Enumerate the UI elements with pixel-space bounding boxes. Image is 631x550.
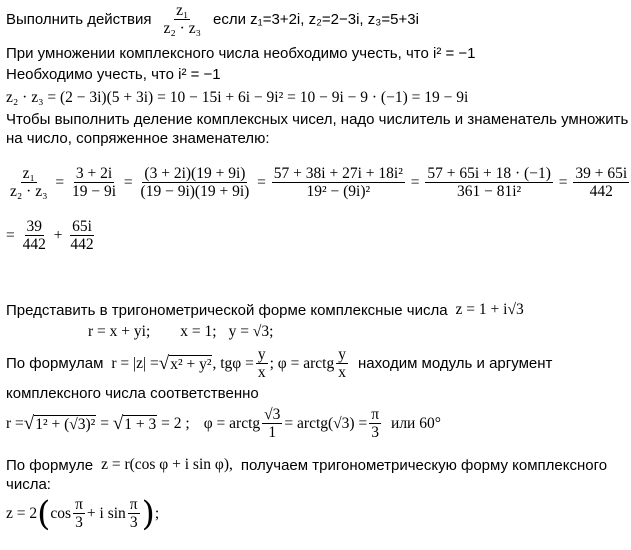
answer-frac-2-num: π bbox=[129, 496, 138, 513]
phi-frac-den: x bbox=[338, 364, 346, 381]
trig-text: Представить в тригонометрической форме комплексные числа bbox=[6, 301, 448, 319]
calc-radicand-1: 1² + (√3)² bbox=[35, 415, 96, 433]
calc-end: = 2 ; bbox=[161, 414, 190, 432]
division-text-2: на число, сопряженное знаменателю: bbox=[6, 130, 270, 147]
trig-line-3: комплексного числа соответственно bbox=[6, 385, 259, 402]
y-definition: y = √3; bbox=[228, 323, 274, 340]
result-frac-2 bbox=[68, 218, 95, 253]
modulus-sqrt: √ x² + y² bbox=[158, 352, 212, 374]
div-frac-5-num: 57 + 65i + 18 · (−1) bbox=[427, 165, 551, 182]
tg-prefix: , tgφ = bbox=[212, 354, 254, 372]
task-frac-den: z₂ · z₃ bbox=[163, 20, 201, 37]
answer-end: ; bbox=[154, 504, 160, 522]
div-frac-4 bbox=[272, 165, 405, 200]
trig-definitions bbox=[88, 323, 273, 341]
div-frac-1 bbox=[8, 165, 49, 200]
answer-prefix: z = 2 bbox=[6, 504, 38, 522]
formula-line-2: числа: bbox=[6, 476, 51, 493]
answer-frac-2 bbox=[128, 496, 140, 531]
calc-sqrt-1: √ 1² + (√3)² bbox=[23, 412, 96, 434]
task-frac-num: z₁ bbox=[176, 2, 189, 19]
note-line-1: При умножении комплексного числа необходимо учесть, что i² = −1 bbox=[6, 45, 476, 62]
modulus-formula: r = |z| = bbox=[111, 354, 159, 372]
result-frac-2-num: 65i bbox=[72, 218, 92, 235]
phi-fraction bbox=[336, 346, 348, 381]
div-frac-4-den: 19² − (9i)² bbox=[306, 183, 371, 200]
calc-radicand-2: 1 + 3 bbox=[124, 415, 157, 433]
div-frac-2 bbox=[70, 165, 118, 200]
calc-pi-num: π bbox=[371, 406, 380, 423]
calc-phi-den: 1 bbox=[268, 424, 277, 441]
div-frac-1-num: z₁ bbox=[22, 165, 35, 182]
calc-phi: φ = arctg bbox=[203, 414, 261, 432]
formulas-suffix: находим модуль и аргумент bbox=[357, 355, 553, 372]
formulas-line bbox=[6, 346, 552, 381]
formula-line-b: получаем тригонометрическую форму комплексного bbox=[240, 456, 608, 474]
result-frac-1-den: 442 bbox=[22, 236, 46, 253]
calc-r: r = bbox=[6, 414, 24, 432]
phi-prefix: ; φ = arctg bbox=[269, 354, 335, 372]
div-frac-3-num: (3 + 2i)(19 + 9i) bbox=[144, 165, 246, 182]
answer-frac-1 bbox=[73, 496, 85, 531]
division-chain: $\frac{\text{z₁}}{\text{z₂ · z₃}}$ = $\frac{3 + 2i}{19 - 9i}$ = $\frac{(3 + 2i)(19 + 9i)}{(19 - 9i)(19 + 9i)}$ = $\frac{\text{57 + 38i + 27i + 18i²}}{\text{19² − (9i)²}}$ = $\frac{57 + 65i + 18 \cdot (-1)}{\text{361 − 81i²}}$ = $\frac{39 + 65i}{442}$ bbox=[10, 165, 628, 200]
answer-frac-1-num: π bbox=[75, 496, 83, 513]
calc-or: или 60° bbox=[391, 414, 441, 432]
div-frac-5-den: 361 − 81i² bbox=[457, 183, 522, 200]
div-frac-2-den: 19 − 9i bbox=[71, 183, 117, 200]
result-frac-2-den: 442 bbox=[70, 236, 94, 253]
answer-line: z = 2 ( cos $\frac{\pi}{3}$ + i sin $\frac{\pi}{3}$ ) ; bbox=[6, 493, 160, 534]
phi-frac-num: y bbox=[338, 346, 346, 363]
div-frac-2-num: 3 + 2i bbox=[75, 165, 113, 182]
formula-expression: z = r(cos φ + i sin φ), bbox=[101, 456, 233, 473]
answer-frac-2-den: 3 bbox=[129, 514, 138, 531]
div-frac-6-den: 442 bbox=[589, 183, 613, 200]
formula-line bbox=[6, 456, 607, 474]
div-frac-6-num: 39 + 65i bbox=[575, 165, 628, 182]
x-definition: x = 1; bbox=[180, 323, 217, 340]
r-definition: r = x + yi; bbox=[88, 323, 151, 340]
calc-line bbox=[6, 406, 441, 441]
tg-frac-den: x bbox=[257, 364, 266, 381]
calc-phi-num: √3 bbox=[264, 406, 281, 423]
div-frac-6 bbox=[573, 165, 629, 200]
answer-cos: cos bbox=[50, 504, 72, 522]
modulus-radicand: x² + y² bbox=[170, 355, 212, 373]
division-text-1: Чтобы выполнить деление комплексных чисел, надо числитель и знаменатель умножить bbox=[6, 111, 629, 128]
tg-frac-num: y bbox=[257, 346, 266, 363]
answer-isin: + i sin bbox=[86, 504, 126, 522]
calc-phi-fraction bbox=[262, 406, 282, 441]
calc-pi-den: 3 bbox=[371, 424, 379, 441]
answer-frac-1-den: 3 bbox=[75, 514, 83, 531]
note-line-2: Необходимо учесть, что i² = −1 bbox=[6, 66, 221, 83]
task-line bbox=[6, 2, 419, 37]
task-condition: если z₁=3+2i, z₂=2−3i, z₃=5+3i bbox=[213, 11, 419, 28]
calc-sqrt-2: √ 1 + 3 bbox=[112, 412, 157, 434]
division-result: = $\frac{39}{442}$ + $\frac{65i}{442}$ bbox=[6, 218, 94, 253]
task-title: Выполнить действия bbox=[6, 11, 152, 28]
div-frac-1-den: z₂ · z₃ bbox=[10, 183, 48, 200]
calc-pi-fraction bbox=[369, 406, 381, 441]
div-frac-4-num: 57 + 38i + 27i + 18i² bbox=[273, 165, 403, 182]
trig-z-expression: z = 1 + i√3 bbox=[455, 301, 524, 318]
calc-arctg: = arctg(√3) = bbox=[284, 414, 368, 432]
div-frac-3-den: (19 − 9i)(19 + 9i) bbox=[140, 183, 250, 200]
formulas-prefix: По формулам bbox=[6, 355, 104, 372]
result-frac-1 bbox=[21, 218, 48, 253]
result-frac-1-num: 39 bbox=[26, 218, 42, 235]
tg-fraction bbox=[256, 346, 268, 381]
div-frac-3 bbox=[139, 165, 252, 200]
calc-equals: = bbox=[100, 414, 109, 432]
div-frac-5 bbox=[425, 165, 553, 200]
trig-line-1 bbox=[6, 301, 524, 319]
formula-line-a: По формуле bbox=[6, 456, 94, 474]
task-fraction bbox=[162, 2, 203, 37]
product-expression: z₂ · z₃ = (2 − 3i)(5 + 3i) = 10 − 15i + 6i − 9i² = 10 − 9i − 9 · (−1) = 19 − 9i bbox=[6, 89, 469, 106]
